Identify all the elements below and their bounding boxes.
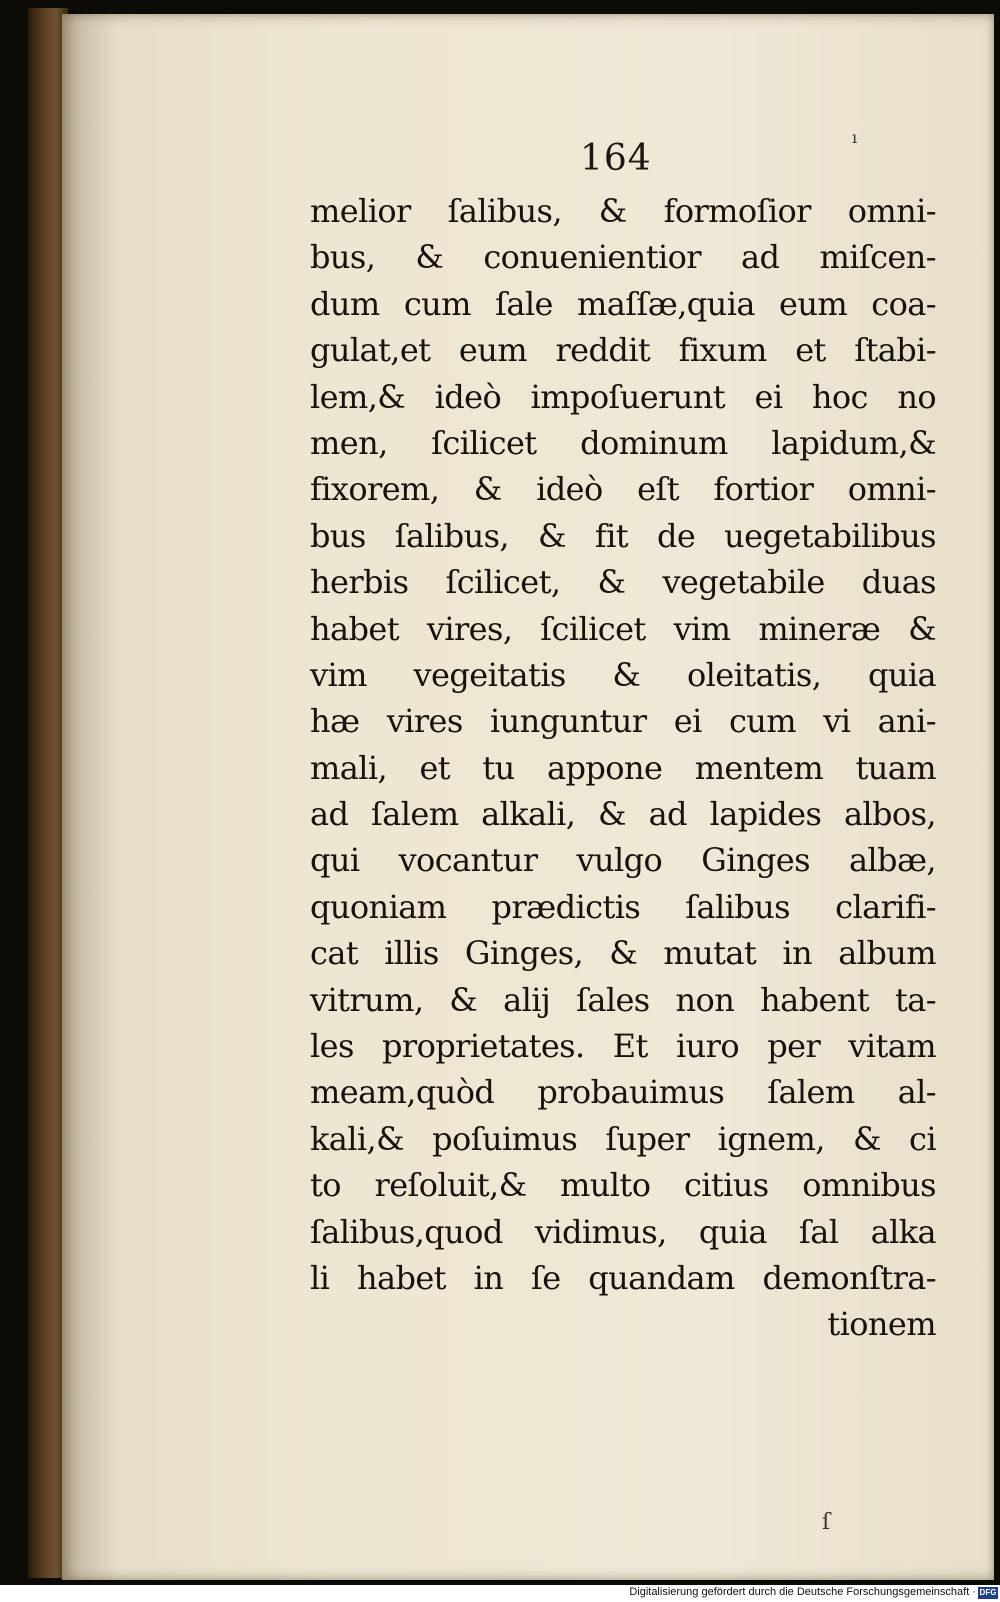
text-line: hæ vires iunguntur ei cum vi ani- — [310, 702, 936, 741]
text-line: qui vocantur vulgo Ginges albæ, — [310, 841, 936, 880]
text-line: fixorem, & ideò eſt fortior omni- — [310, 470, 936, 509]
text-line: les proprietates. Et iuro per vitam — [310, 1027, 936, 1066]
text-line: dum cum ſale maſſæ,quia eum coa- — [310, 284, 936, 323]
text-line: mali, et tu appone mentem tuam — [310, 748, 936, 787]
text-line: lem,& ideò impoſuerunt ei hoc no — [310, 377, 936, 416]
dfg-logo-icon: DFG — [979, 1588, 997, 1597]
text-line: vim vegeitatis & oleitatis, quia — [310, 655, 936, 694]
page-text — [310, 188, 936, 1348]
text-line: herbis ſcilicet, & vegetabile duas — [310, 563, 936, 602]
text-line: melior ſalibus, & formoſior omni- — [310, 192, 936, 230]
text-line: ſalibus,quod vidimus, quia ſal alka — [310, 1212, 936, 1251]
text-line: to reſoluit,& multo citius omnibus — [310, 1166, 936, 1205]
page-number: 164 — [580, 138, 652, 179]
text-line: habet vires, ſcilicet vim mineræ & — [310, 609, 936, 648]
text-line: tionem — [827, 1305, 936, 1344]
text-line: ad ſalem alkali, & ad lapides albos, — [310, 795, 936, 834]
text-line: cat illis Ginges, & mutat in album — [310, 934, 936, 973]
text-line: vitrum, & alij ſales non habent ta- — [310, 980, 936, 1019]
text-line: bus ſalibus, & fit de uegetabilibus — [310, 516, 936, 555]
text-line: gulat,et eum reddit fixum et ſtabi- — [310, 331, 936, 370]
digitization-footer — [0, 1585, 1000, 1602]
ink-speck-mark: ı — [852, 128, 858, 147]
text-line: meam,quòd probauimus ſalem al- — [310, 1073, 936, 1112]
ink-stroke-mark: ſ — [822, 1510, 831, 1535]
text-line: bus, & conuenientior ad miſcen- — [310, 238, 936, 277]
text-line: quoniam prædictis ſalibus clarifi- — [310, 887, 936, 926]
text-line: kali,& poſuimus ſuper ignem, & ci — [310, 1119, 936, 1158]
footer-credit: Digitalisierung gefördert durch die Deutsche Forschungsgemeinschaft · — [629, 1586, 976, 1598]
text-line: li habet in ſe quandam demonſtra- — [310, 1258, 936, 1297]
text-line: men, ſcilicet dominum lapidum,& — [310, 423, 936, 462]
